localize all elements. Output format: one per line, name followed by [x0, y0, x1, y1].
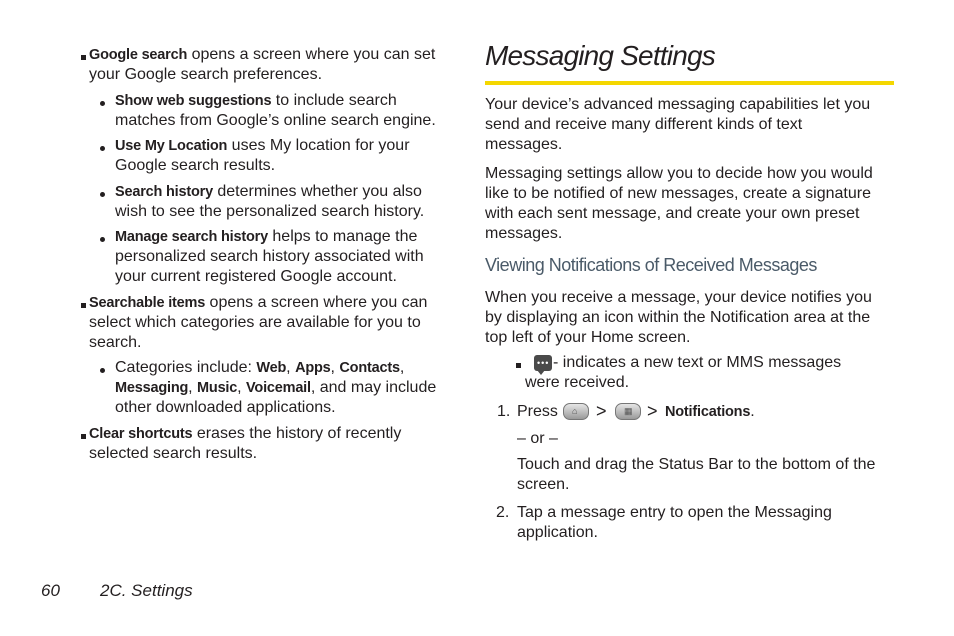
categories-item-cont: Messaging, Music, Voicemail, and may include: [115, 379, 437, 396]
clear-shortcuts-item: Clear shortcuts erases the history of recently: [89, 425, 402, 442]
categories-item-cont2: other downloaded applications.: [115, 399, 336, 416]
search-history-item: Search history determines whether you also: [115, 183, 422, 200]
google-search-item: Google search opens a screen where you can set: [89, 46, 436, 63]
bullet-square: [81, 55, 86, 60]
search-history-item-cont: wish to see the personalized search history.: [115, 203, 425, 220]
icon-bullet-text: - indicates a new text or MMS messages: [553, 354, 842, 371]
searchable-items-item: Searchable items opens a screen where you can: [89, 294, 428, 311]
when-line: top left of your Home screen.: [485, 329, 691, 346]
touch-line: Touch and drag the Status Bar to the bottom of the: [517, 456, 876, 473]
when-line: When you receive a message, your device notifies you: [485, 289, 872, 306]
menu-button-icon: ▦: [615, 403, 641, 420]
intro-line: messages.: [485, 136, 563, 153]
bullet-dot: [100, 146, 105, 151]
bullet-dot: [100, 368, 105, 373]
or-separator: – or –: [517, 430, 558, 447]
when-line: by displaying an icon within the Notification area at the: [485, 309, 871, 326]
searchable-items-cont: select which categories are available for you to: [89, 314, 421, 331]
page-number: 60: [41, 581, 60, 600]
step-number: 2.: [496, 504, 510, 521]
step1-press: Press: [517, 403, 558, 420]
step2-line: application.: [517, 524, 598, 541]
intro2-line: like to be notified of new messages, create a signature: [485, 185, 871, 202]
bullet-square: [81, 434, 86, 439]
intro2-line: with each sent message, and create your own preset: [485, 205, 860, 222]
chevron-separator: >: [596, 401, 607, 421]
manage-history-item-cont: personalized search history associated with: [115, 248, 424, 265]
bullet-square: [81, 303, 86, 308]
categories-item: Categories include: Web, Apps, Contacts,: [115, 359, 405, 376]
bullet-dot: [100, 101, 105, 106]
bullet-dot: [100, 192, 105, 197]
manage-history-item: Manage search history helps to manage the: [115, 228, 418, 245]
intro-line: Your device’s advanced messaging capabilities let you: [485, 96, 871, 113]
step1-target: Notifications.: [665, 403, 755, 420]
show-web-item-cont: matches from Google’s online search engine.: [115, 112, 436, 129]
use-location-item: Use My Location uses My location for your: [115, 137, 410, 154]
clear-shortcuts-cont: selected search results.: [89, 445, 258, 462]
touch-line: screen.: [517, 476, 570, 493]
step2-line: Tap a message entry to open the Messaging: [517, 504, 832, 521]
section-name: 2C. Settings: [100, 581, 193, 600]
intro-line: send and receive many different kinds of text: [485, 116, 803, 133]
manage-history-item-cont2: your current registered Google account.: [115, 268, 397, 285]
searchable-items-cont2: search.: [89, 334, 142, 351]
use-location-item-cont: Google search results.: [115, 157, 276, 174]
bullet-dot: [100, 237, 105, 242]
step-number: 1.: [497, 403, 511, 420]
title-rule: [485, 81, 894, 85]
page-title: Messaging Settings: [485, 40, 715, 71]
section-heading: Viewing Notifications of Received Messages: [485, 255, 817, 275]
icon-bullet-text-cont: were received.: [525, 374, 630, 391]
bullet-square: [516, 363, 521, 368]
google-search-item-cont: your Google search preferences.: [89, 66, 323, 83]
intro2-line: Messaging settings allow you to decide how you would: [485, 165, 873, 182]
show-web-item: Show web suggestions to include search: [115, 92, 397, 109]
home-button-icon: ⌂: [563, 403, 589, 420]
intro2-line: messages.: [485, 225, 563, 242]
chevron-separator: >: [647, 401, 658, 421]
message-notification-icon: •••: [534, 355, 552, 371]
